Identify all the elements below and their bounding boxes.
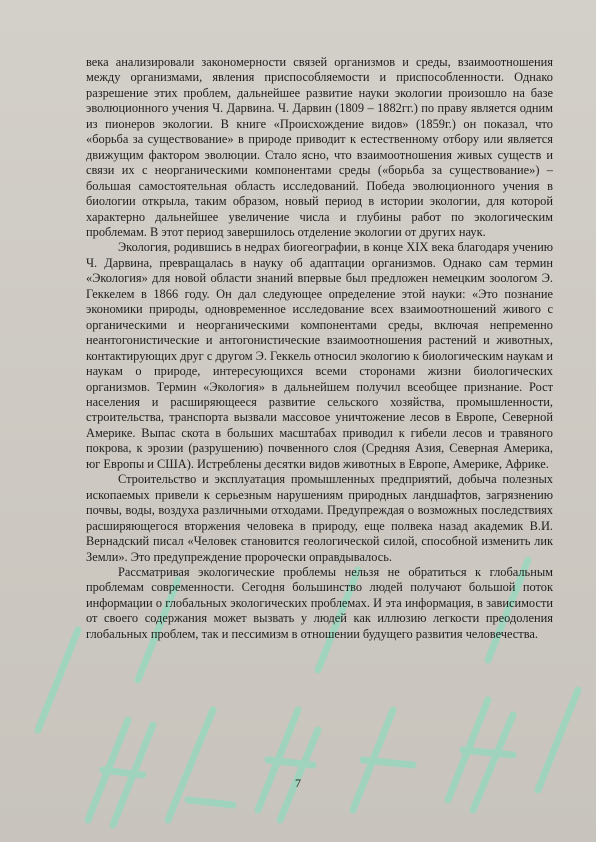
body-text <box>86 55 553 642</box>
paragraph-4: Рассматривая экологические проблемы нельзя не обратиться к глобальным проблемам современности. Сегодня большинство людей получают большой поток информации о глобальных экологических проблемах. И эта информация, в зависимости от своего содержания может вызвать у людей как иллюзию легкости преодоления глобальных проблем, так и пессимизм в отношении будущего развития человечества. <box>86 564 553 641</box>
paragraph-2: Экология, родившись в недрах биогеографии, в конце XIX века благодаря учению Ч. Дарвина, превращалась в науку об адаптации организмов. Однако сам термин «Экология» для новой области знаний впервые был предложен немецким зоологом Э. Геккелем в 1866 году. Он дал следующее определение этой науки: «Это познание экономики природы, одновременное исследование всех взаимоотношений живого с органическими и неорганическими компонентами среды, включая непременно неантогонистические и антогонистические взаимоотношения растений и животных, контактирующих друг с другом Э. Геккель относил экологию к биологическим наукам и наукам о природе, интересующихся всеми сторонами жизни биологических организмов. Термин «Экология» в дальнейшем получил всеобщее признание. Рост населения и расширяющееся развитие сельского хозяйства, промышленности, строительства, транспорта вызвали массовое уничтожение лесов в Европе, Северной Америке. Выпас скота в больших масштабах приводил к гибели лесов и травяного покрова, к эрозии (разрушению) почвенного слоя (Средняя Азия, Северная Америка, юг Европы и США). Истреблены десятки видов животных в Европе, Америке, Африке. <box>86 240 553 471</box>
page-number: 7 <box>295 776 301 790</box>
paragraph-3: Строительство и эксплуатация промышленных предприятий, добыча полезных ископаемых привели к серьезным нарушениям природных ландшафтов, загрязнению почвы, воды, воздуха различными отходами. Предупреждая о возможных последствиях расширяющегося вторжения человека в природу, еще полвека назад академик В.И. Вернадский писал «Человек становится геологической силой, способной изменить лик Земли». Это предупреждение пророчески оправдывалось. <box>86 472 553 564</box>
paragraph-1: века анализировали закономерности связей организмов и среды, взаимоотношения между организмами, явления приспособляемости и приспособленности. Однако разрешение этих проблем, дальнейшее развитие науки экологии произошло на базе эволюционного учения Ч. Дарвина. Ч. Дарвин (1809 – 1882гг.) по праву является одним из пионеров экологии. В книге «Происхождение видов» (1859г.) он показал, что «борьба за существование» в природе приводит к естественному отбору или является движущим фактором эволюции. Стало ясно, что взаимоотношения живых существ и связи их с неорганическими компонентами среды («борьба за существование») – большая самостоятельная область исследований. Победа эволюционного учения в биологии открыла, таким образом, новый период в истории экологии, для которой характерно дальнейшее увеличение числа и глубины работ по экологическим проблемам. В этот период завершилось отделение экологии от других наук. <box>86 55 553 239</box>
